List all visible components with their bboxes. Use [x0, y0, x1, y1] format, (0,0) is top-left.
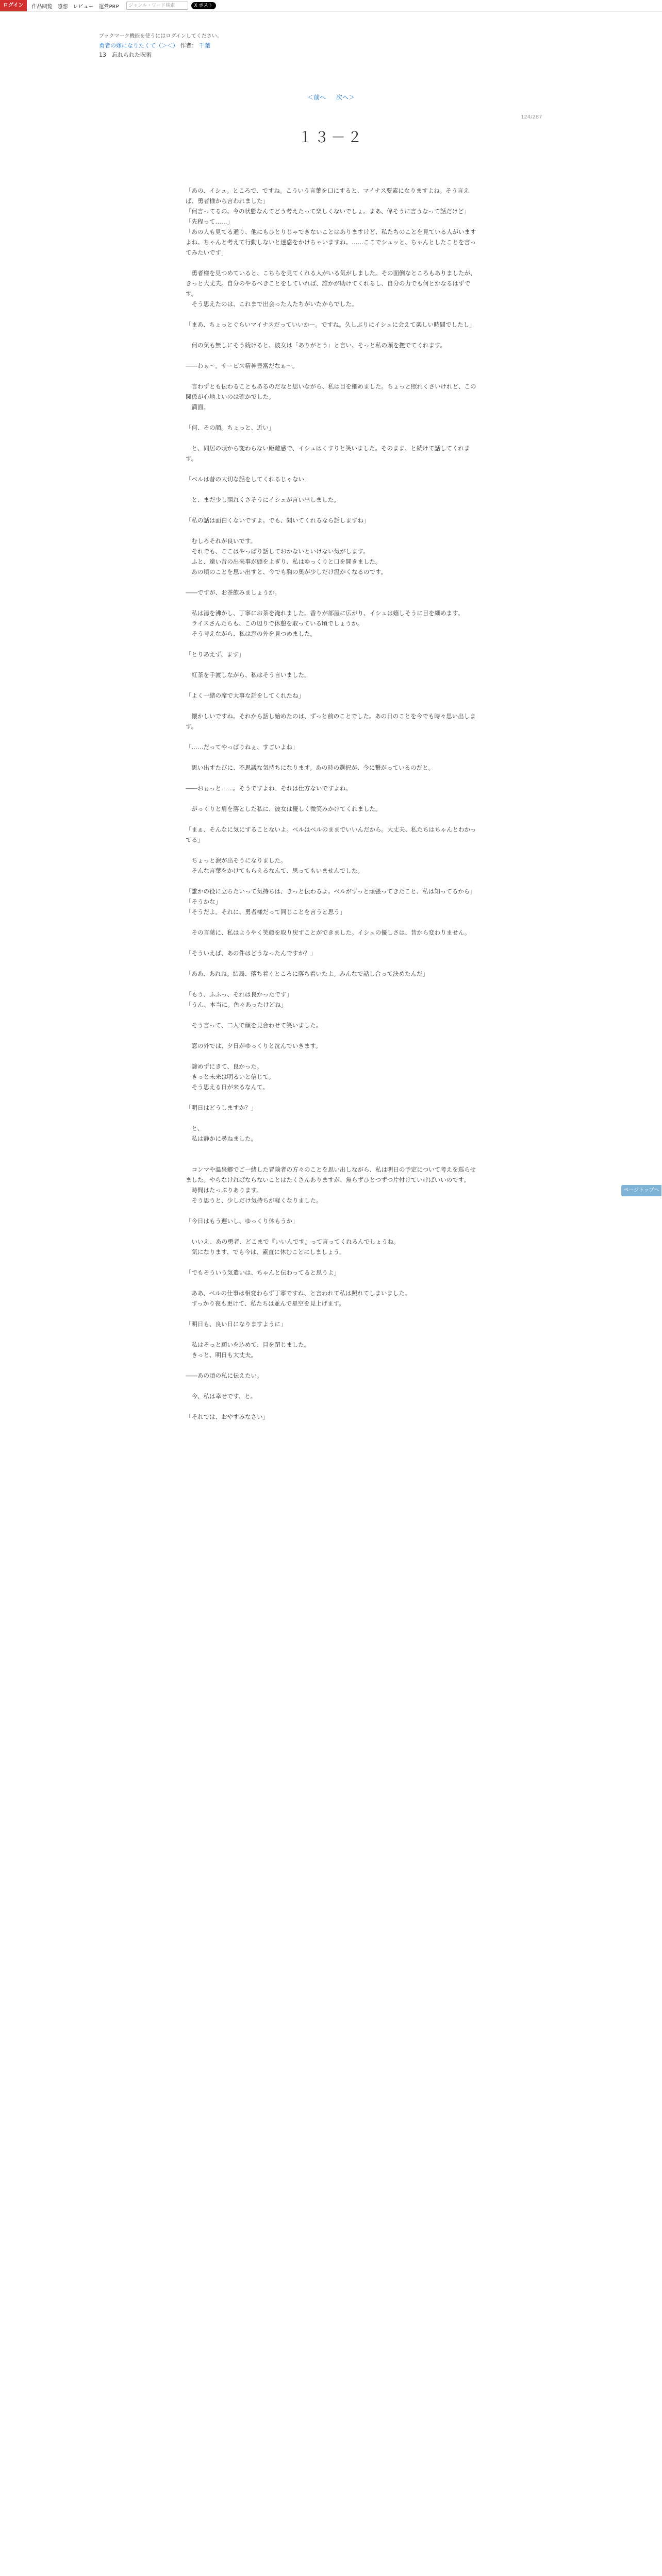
body-paragraph: 思い出すたびに、不思議な気持ちになります。あの時の選択が、今に繋がっているのだと。 — [186, 764, 435, 771]
body-paragraph — [186, 433, 477, 443]
body-paragraph: 気になります、でも今は、素直に休むことにしましょう。 — [186, 1248, 345, 1256]
body-paragraph: そう言って、二人で顔を見合わせて笑いました。 — [186, 1022, 322, 1029]
series-title-link[interactable]: 勇者の嫁になりたくて（＞＜） — [99, 42, 178, 49]
top-navigation-bar — [0, 0, 662, 12]
body-paragraph — [186, 701, 477, 711]
body-paragraph: と、まだ少し照れくさそうにイシュが言い出しました。 — [186, 496, 340, 503]
body-paragraph — [186, 1206, 477, 1216]
body-paragraph — [186, 505, 477, 515]
body-paragraph: ――おぉっと……。そうですよね、それは仕方ないですよね。 — [186, 785, 352, 792]
body-paragraph: そう思えたのは、これまで出会った人たちがいたからでした。 — [186, 300, 358, 308]
novel-body — [186, 185, 477, 1422]
body-paragraph — [186, 732, 477, 742]
episode-number: 124/287 — [521, 114, 542, 120]
body-paragraph: ――あの頃の私に伝えたい。 — [186, 1372, 263, 1379]
body-paragraph — [186, 309, 477, 319]
page-top-button[interactable]: ページトップへ — [621, 1185, 661, 1196]
body-paragraph — [186, 659, 477, 670]
author-label: 作者： — [180, 42, 197, 49]
body-paragraph: 「よく一緒の席で大事な話をしてくれたね」 — [186, 692, 304, 699]
body-paragraph: ちょっと涙が出そうになりました。 — [186, 857, 287, 864]
body-paragraph — [186, 639, 477, 649]
body-paragraph: いいえ、あの勇者、どこまで『いいんです』って言ってくれるんでしょうね。 — [186, 1238, 400, 1245]
body-paragraph: それでも、ここはやっぱり話しておかないといけない気がします。 — [186, 548, 369, 555]
body-paragraph: 「ああ、あれね。結局、落ち着くところに落ち着いたよ。みんなで話し合って決めたんだ」 — [186, 970, 429, 977]
body-paragraph: 今、私は幸せです、と。 — [186, 1393, 257, 1400]
body-paragraph — [186, 371, 477, 381]
body-paragraph — [186, 526, 477, 536]
search-input[interactable]: ジャンル・ワード検索 — [126, 2, 188, 10]
body-paragraph: 私はそっと願いを込めて、目を閉じました。 — [186, 1341, 310, 1348]
body-paragraph: 窓の外では、夕日がゆっくりと沈んでいきます。 — [186, 1042, 322, 1049]
body-paragraph: そう思える日が来るなんて。 — [186, 1083, 269, 1091]
chapter-title: 13 忘れられた呪術 — [99, 52, 152, 58]
body-paragraph: ああ、ベルの仕事は相変わらず丁寧ですね、と言われて私は照れてしまいました。 — [186, 1290, 411, 1297]
body-paragraph — [186, 258, 477, 268]
body-paragraph: 「明日はどうしますか？」 — [186, 1104, 257, 1111]
body-paragraph — [186, 1360, 477, 1370]
body-paragraph: 「何、その顔。ちょっと、近い」 — [186, 424, 275, 431]
body-paragraph: 「あの、イシュ。ところで、ですね。こういう言葉を口にすると、マイナス要素になりますよね。そう言えば、勇者様から言われました」 — [186, 187, 470, 205]
body-paragraph: 「うん、本当に。色々あったけどね」 — [186, 1001, 287, 1008]
body-paragraph: 「あの人も見てる通り、他にもひとりじゃできないことはありますけど、私たちのことを見ている人がいますよね。ちゃんと考えて行動しないと迷惑をかけちゃいますね。……ここでシュッと、ちゃんとしたことを言ってみたいです」 — [186, 228, 476, 256]
author-link[interactable]: 千葉 — [199, 42, 210, 49]
nav-item-browse[interactable]: 作品閲覧 — [31, 4, 53, 10]
body-paragraph: 「……だってやっぱりねぇ、すごいよね」 — [186, 743, 299, 751]
body-paragraph: 「まあ、ちょっとぐらいマイナスだっていいかー。ですね。久しぶりにイシュに会えて楽しい時間でしたし」 — [186, 321, 475, 328]
body-paragraph — [186, 598, 477, 608]
body-paragraph: そんな言葉をかけてもらえるなんて、思ってもいませんでした。 — [186, 867, 363, 874]
body-paragraph — [186, 917, 477, 927]
body-paragraph: 紅茶を手渡しながら、私はそう言いました。 — [186, 671, 310, 679]
body-paragraph: 「明日も、良い日になりますように」 — [186, 1320, 287, 1328]
body-paragraph — [186, 1226, 477, 1236]
body-paragraph — [186, 464, 477, 474]
body-paragraph: 「何言ってるの。今の状態なんてどう考えたって楽しくないでしょ。まあ、偉そうに言うなって話だけど」 — [186, 208, 470, 215]
body-paragraph — [186, 1257, 477, 1267]
body-paragraph: むしろそれが良いです。 — [186, 537, 257, 545]
body-paragraph: コンマや温泉郷でご一緒した冒険者の方々のことを思い出しながら、私は明日の予定について考えを巡らせました。やらなければならないことはたくさんありますが、焦らずひとつずつ片付けていけばいいのです。 — [186, 1166, 476, 1183]
body-paragraph: 「今日はもう遅いし、ゆっくり休もうか」 — [186, 1217, 299, 1225]
body-paragraph — [186, 680, 477, 690]
body-paragraph — [186, 1154, 477, 1164]
body-paragraph: がっくりと肩を落とした私に、彼女は優しく微笑みかけてくれました。 — [186, 805, 382, 812]
body-paragraph: きっと未来は明るいと信じて。 — [186, 1073, 275, 1080]
body-paragraph: 「ベルは昔の大切な話をしてくれるじゃない」 — [186, 476, 310, 483]
body-paragraph: と、同居の頃から変わらない距離感で、イシュはくすりと笑いました。そのまま、と続けて話してくれます。 — [186, 445, 470, 462]
body-paragraph: 「私の話は面白くないですよ。でも、聞いてくれるなら話しますね」 — [186, 517, 370, 524]
nav-item-reviews[interactable]: レビュー — [73, 4, 94, 10]
body-paragraph — [186, 1092, 477, 1103]
body-paragraph — [186, 814, 477, 824]
body-paragraph — [186, 876, 477, 886]
body-paragraph: 私は静かに尋ねました。 — [186, 1135, 257, 1142]
novel-header — [99, 32, 222, 60]
body-paragraph — [186, 958, 477, 969]
body-paragraph: 「とりあえず、ます」 — [186, 651, 245, 658]
body-paragraph — [186, 845, 477, 855]
body-paragraph — [186, 773, 477, 783]
bookmark-notice: ブックマーク機能を使うにはログインしてください。 — [99, 33, 222, 39]
body-paragraph — [186, 938, 477, 948]
prev-link[interactable]: ＜前へ — [307, 94, 326, 101]
body-paragraph — [186, 1051, 477, 1061]
body-paragraph: 満面。 — [186, 403, 209, 411]
body-paragraph: 「もう、ふふっ、それは良かったです」 — [186, 991, 292, 998]
body-paragraph: 私は湯を沸かし、丁寧にお茶を淹れました。香りが部屋に広がり、イシュは嬉しそうに目を細めます。 — [186, 609, 464, 617]
body-paragraph — [186, 577, 477, 587]
body-paragraph: 「それでは、おやすみなさい」 — [186, 1413, 269, 1420]
body-paragraph: ――ですが、お茶飲みましょうか。 — [186, 589, 280, 596]
body-paragraph — [186, 1401, 477, 1412]
body-paragraph: ふと、遠い昔の出来事が頭をよぎり、私はゆっくりと口を開きました。 — [186, 558, 382, 565]
body-paragraph: 言わずとも伝わることもあるのだなと思いながら、私は目を細めました。ちょっと照れくさいけれど、この関係が心地よいのは確かでした。 — [186, 383, 476, 400]
body-paragraph — [186, 1144, 477, 1154]
body-paragraph: きっと、明日も大丈夫。 — [186, 1351, 257, 1359]
body-paragraph: 何の気も無しにそう続けると、彼女は「ありがとう」と言い、そっと私の頭を撫でてくれます。 — [186, 342, 446, 349]
body-paragraph — [186, 350, 477, 361]
body-paragraph: そう考えながら、私は窓の外を見つめました。 — [186, 630, 316, 637]
body-paragraph: 懐かしいですね。それから話し始めたのは、ずっと前のことでした。あの日のことを今でも時々思い出します。 — [186, 713, 476, 730]
body-paragraph: 「まぁ、そんなに気にすることないよ。ベルはベルのままでいいんだから。大丈夫、私たちはちゃんとわかってる」 — [186, 826, 476, 843]
x-post-button[interactable]: X ポスト — [191, 2, 216, 9]
body-paragraph: 諦めずにきて、良かった。 — [186, 1063, 263, 1070]
body-paragraph: 勇者様を見つめていると、こちらを見てくれる人がいる気がしました。その面倒なところもありましたが、きっと大丈夫。自分のやるべきことをしていれば、誰かが助けてくれるし、自分の力でも何とかなるはずです。 — [186, 269, 476, 297]
body-paragraph — [186, 752, 477, 762]
body-paragraph: すっかり夜も更けて、私たちは並んで星空を見上げます。 — [186, 1300, 345, 1307]
body-paragraph — [186, 1030, 477, 1041]
body-paragraph — [186, 1010, 477, 1020]
body-paragraph — [186, 979, 477, 989]
body-paragraph: ライスさんたちも、この辺りで休憩を取っている頃でしょうか。 — [186, 620, 363, 627]
body-paragraph — [186, 1309, 477, 1319]
body-paragraph: 「そういえば、あの件はどうなったんですか？」 — [186, 950, 316, 957]
next-link[interactable]: 次へ＞ — [336, 94, 355, 101]
body-paragraph — [186, 1113, 477, 1123]
body-paragraph: 「そうだよ。それに、勇者様だって同じことを言うと思う」 — [186, 908, 346, 916]
nav-item-impressions[interactable]: 感想 — [57, 4, 68, 10]
body-paragraph: と、 — [186, 1125, 204, 1132]
body-paragraph — [186, 484, 477, 495]
body-paragraph — [186, 1278, 477, 1288]
nav-item-operation[interactable]: 運営PRP — [98, 4, 119, 10]
body-paragraph: 「誰かの役に立ちたいって気持ちは、きっと伝わるよ。ベルがずっと頑張ってきたこと、私は知ってるから」 — [186, 888, 476, 895]
body-paragraph — [186, 793, 477, 804]
pager-top — [0, 93, 662, 101]
body-paragraph: 「でもそういう気遣いは、ちゃんと伝わってると思うよ」 — [186, 1269, 340, 1276]
body-paragraph: ――わぁ〜。サービス精神豊富だなぁ〜。 — [186, 362, 299, 369]
body-paragraph: そう思うと、少しだけ気持ちが軽くなりました。 — [186, 1197, 322, 1204]
body-paragraph — [186, 1381, 477, 1391]
login-button[interactable]: ログイン — [0, 0, 27, 11]
episode-title: １３－２ — [297, 129, 364, 146]
body-paragraph: その言葉に、私はようやく笑顔を取り戻すことができました。イシュの優しさは、昔から変わりません。 — [186, 929, 471, 936]
body-paragraph: 「そうかな」 — [186, 898, 221, 905]
body-paragraph — [186, 1329, 477, 1340]
body-paragraph: 「先程って……」 — [186, 218, 233, 225]
body-paragraph: 時間はたっぷりあります。 — [186, 1187, 262, 1194]
body-paragraph — [186, 412, 477, 422]
body-paragraph: あの頃のことを思い出すと、今でも胸の奥が少しだけ温かくなるのです。 — [186, 568, 387, 575]
body-paragraph — [186, 330, 477, 340]
